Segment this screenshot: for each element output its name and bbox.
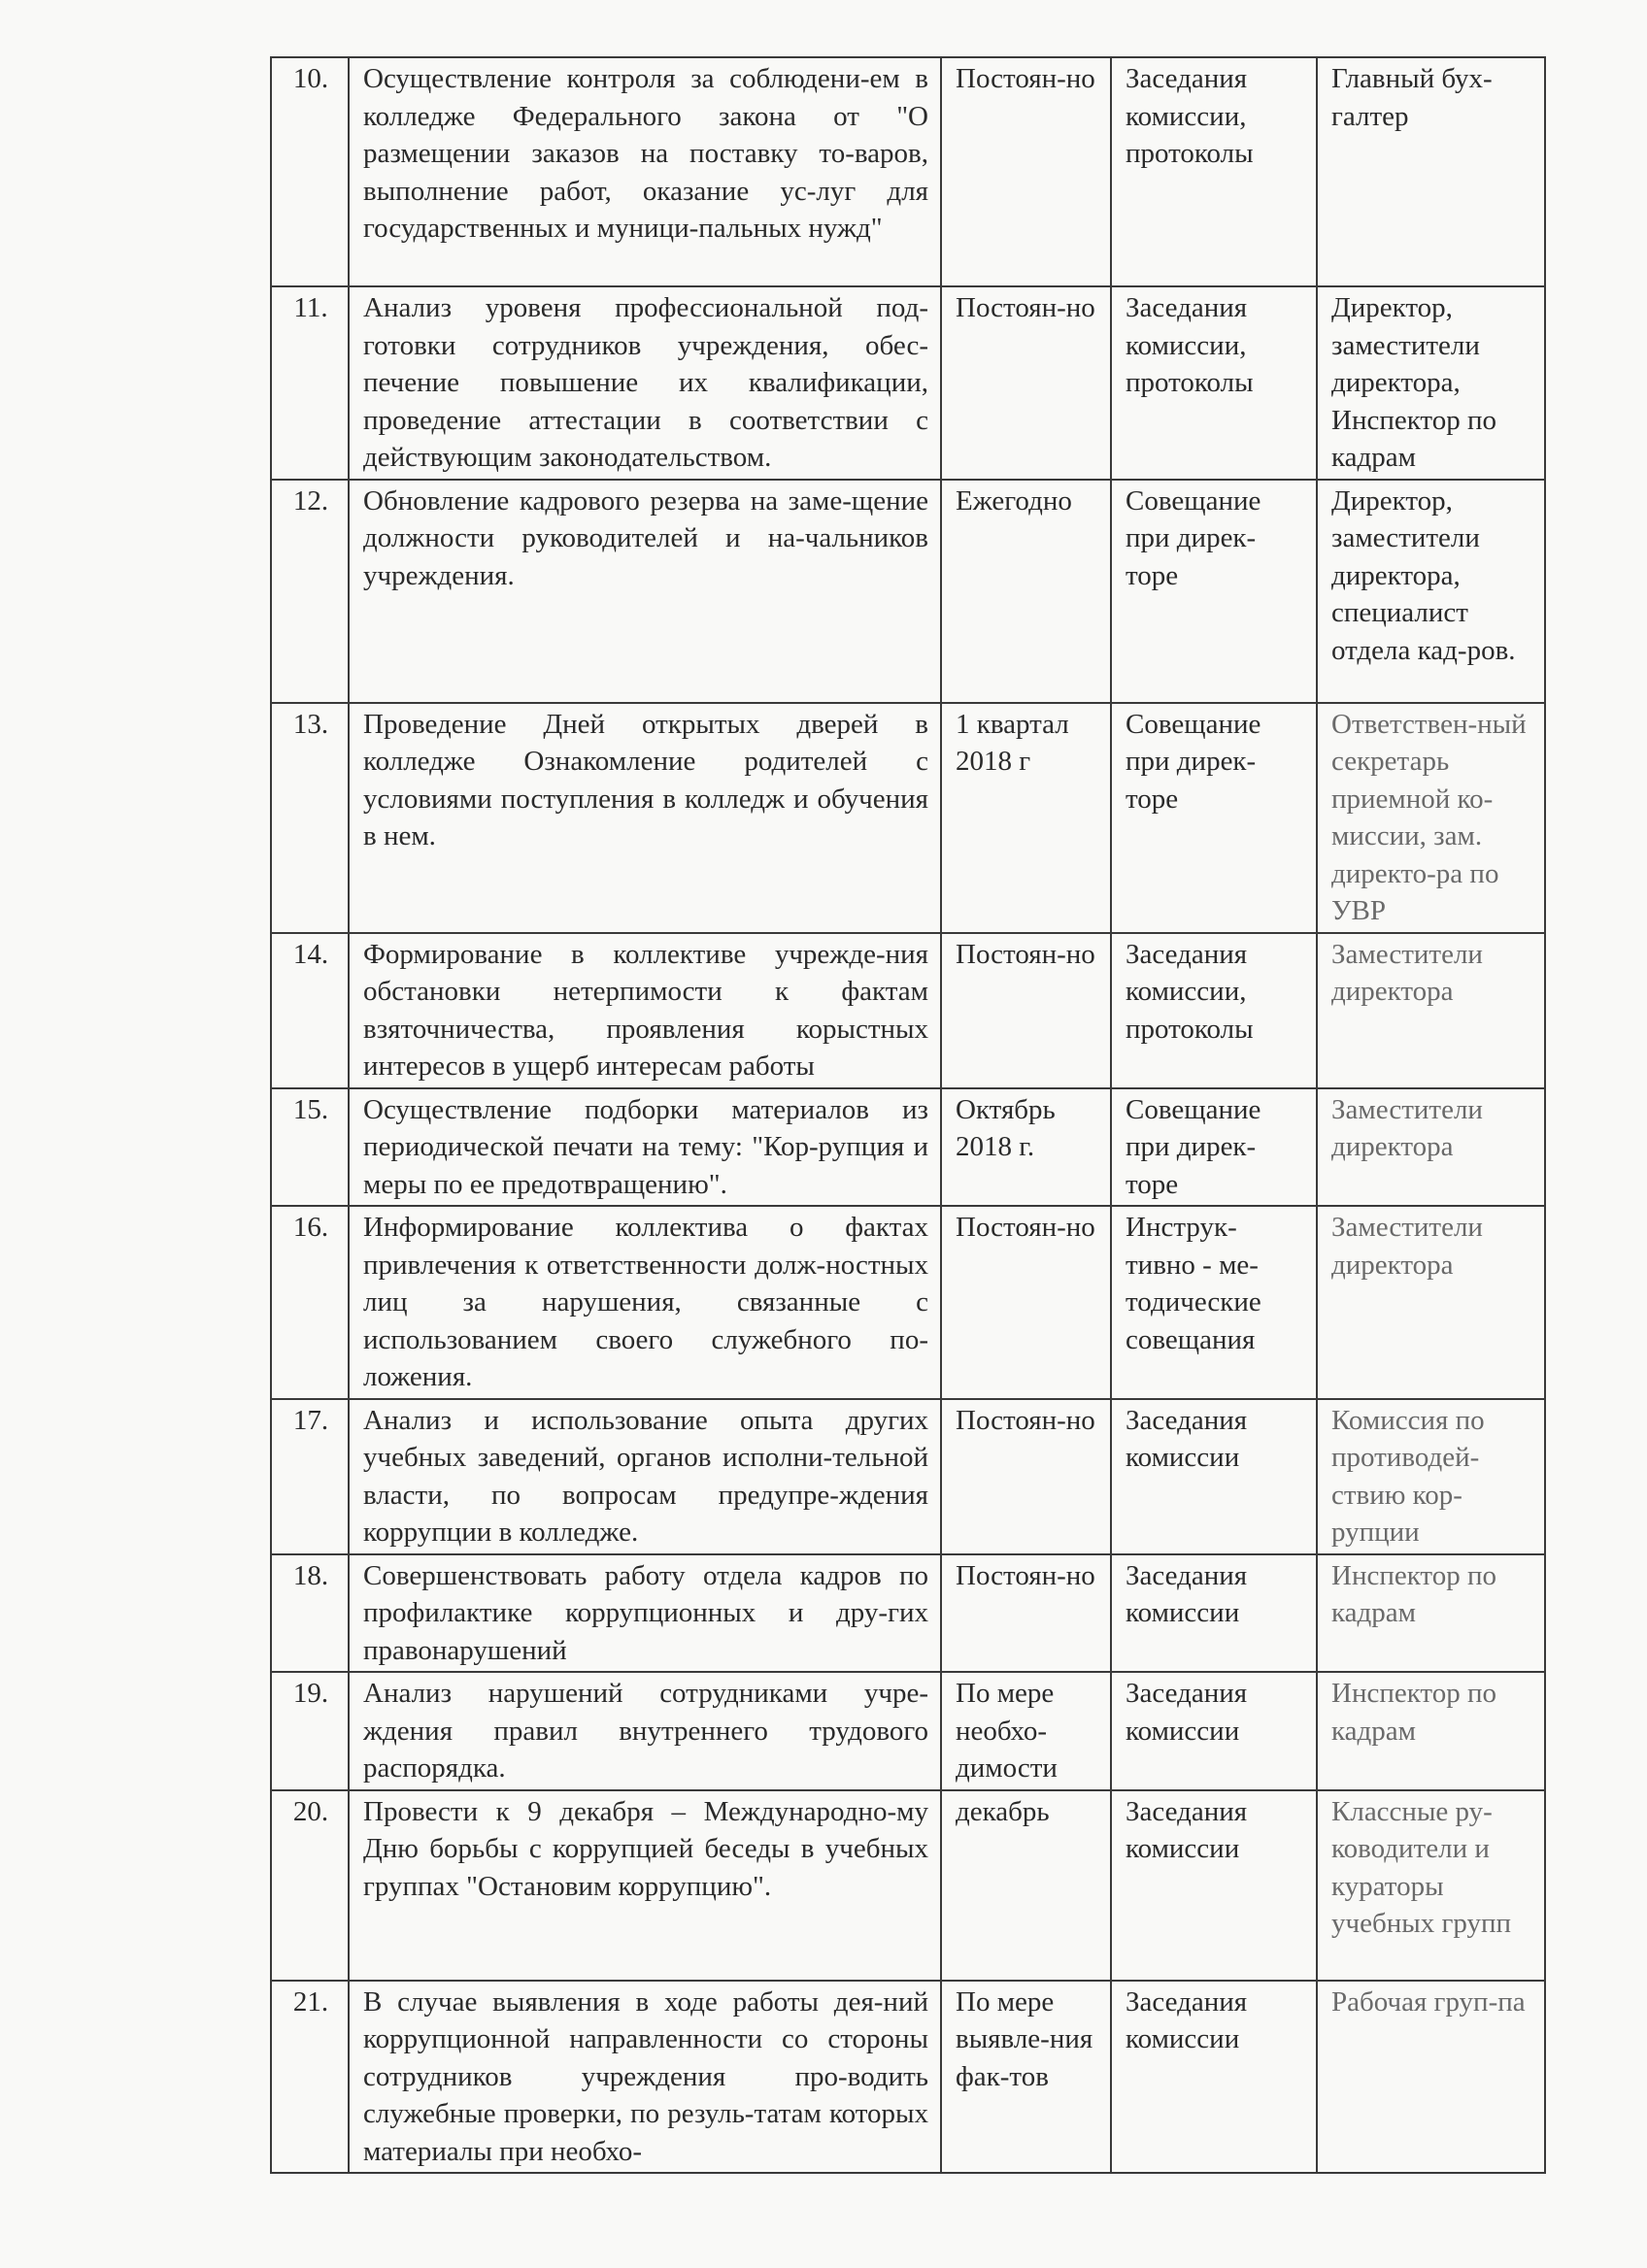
form-cell: Совещание при дирек-торе [1111,1088,1317,1207]
responsible-cell: Классные ру-ководители и кураторы учебных групп [1317,1790,1545,1981]
term-cell: 1 квартал 2018 г [941,703,1111,933]
term-cell: Ежегодно [941,480,1111,703]
table-row [271,933,1545,1088]
row-number: 12. [271,480,349,703]
action-cell: Обновление кадрового резерва на заме-щение должности руководителей и на-чальников учреждения. [349,480,941,703]
action-cell: Формирование в коллективе учрежде-ния обстановки нетерпимости к фактам взяточничества, проявления корыстных интересов в ущерб интересам работы [349,933,941,1088]
responsible-cell: Рабочая груп-па [1317,1981,1545,2174]
row-number: 17. [271,1399,349,1554]
responsible-cell: Главный бух-галтер [1317,57,1545,286]
form-cell: Инструк-тивно - ме-тодические совещания [1111,1206,1317,1399]
action-cell: Проведение Дней открытых дверей в колледже Ознакомление родителей с условиями поступления в колледж и обучения в нем. [349,703,941,933]
form-cell: Совещание при дирек-торе [1111,480,1317,703]
table-row [271,1554,1545,1673]
row-number: 20. [271,1790,349,1981]
table-row [271,1981,1545,2174]
row-number: 14. [271,933,349,1088]
form-cell: Заседания комиссии [1111,1554,1317,1673]
table-row [271,1206,1545,1399]
form-cell: Заседания комиссии, протоколы [1111,286,1317,480]
responsible-cell: Инспектор по кадрам [1317,1554,1545,1673]
form-cell: Заседания комиссии [1111,1790,1317,1981]
row-number: 11. [271,286,349,480]
responsible-cell: Заместители директора [1317,1088,1545,1207]
measures-table [270,56,1546,2174]
action-cell: В случае выявления в ходе работы дея-ний коррупционной направленности со стороны сотрудников учреждения про-водить служебные проверки, по резуль-татам которых материалы при необхо- [349,1981,941,2174]
table-row [271,1399,1545,1554]
row-number: 13. [271,703,349,933]
form-cell: Заседания комиссии [1111,1672,1317,1790]
term-cell: Постоян-но [941,1206,1111,1399]
action-cell: Совершенствовать работу отдела кадров по профилактике коррупционных и дру-гих правонарушений [349,1554,941,1673]
responsible-cell: Директор, заместители директора, Инспектор по кадрам [1317,286,1545,480]
responsible-cell: Заместители директора [1317,933,1545,1088]
form-cell: Заседания комиссии [1111,1981,1317,2174]
term-cell: Октябрь 2018 г. [941,1088,1111,1207]
term-cell: декабрь [941,1790,1111,1981]
action-cell: Анализ нарушений сотрудниками учре-ждения правил внутреннего трудового распорядка. [349,1672,941,1790]
form-cell: Заседания комиссии, протоколы [1111,57,1317,286]
term-cell: Постоян-но [941,1399,1111,1554]
term-cell: Постоян-но [941,1554,1111,1673]
responsible-cell: Ответствен-ный секретарь приемной ко-миссии, зам. директо-ра по УВР [1317,703,1545,933]
term-cell: По мере выявле-ния фак-тов [941,1981,1111,2174]
row-number: 21. [271,1981,349,2174]
responsible-cell: Заместители директора [1317,1206,1545,1399]
term-cell: Постоян-но [941,57,1111,286]
table-row [271,1790,1545,1981]
row-number: 18. [271,1554,349,1673]
row-number: 19. [271,1672,349,1790]
action-cell: Информирование коллектива о фактах привлечения к ответственности долж-ностных лиц за нарушения, связанные с использованием своего служебного по-ложения. [349,1206,941,1399]
row-number: 10. [271,57,349,286]
action-cell: Провести к 9 декабря – Международно-му Дню борьбы с коррупцией беседы в учебных группах "Остановим коррупцию". [349,1790,941,1981]
table-row [271,286,1545,480]
responsible-cell: Директор, заместители директора, специалист отдела кад-ров. [1317,480,1545,703]
responsible-cell: Инспектор по кадрам [1317,1672,1545,1790]
row-number: 15. [271,1088,349,1207]
responsible-cell: Комиссия по противодей-ствию кор-рупции [1317,1399,1545,1554]
form-cell: Заседания комиссии, протоколы [1111,933,1317,1088]
action-cell: Осуществление подборки материалов из периодической печати на тему: "Кор-рупция и меры по ее предотвращению". [349,1088,941,1207]
table-row [271,1088,1545,1207]
term-cell: Постоян-но [941,933,1111,1088]
term-cell: По мере необхо-димости [941,1672,1111,1790]
term-cell: Постоян-но [941,286,1111,480]
table-row [271,480,1545,703]
table-row [271,1672,1545,1790]
form-cell: Заседания комиссии [1111,1399,1317,1554]
row-number: 16. [271,1206,349,1399]
action-cell: Анализ уровеня профессиональной под-готовки сотрудников учреждения, обес-печение повышение их квалификации, проведение аттестации в соответствии с действующим законодательством. [349,286,941,480]
table-row [271,703,1545,933]
action-cell: Осуществление контроля за соблюдени-ем в колледже Федерального закона от "О размещении заказов на поставку то-варов, выполнение работ, оказание ус-луг для государственных и муници-пальных нужд" [349,57,941,286]
action-cell: Анализ и использование опыта других учебных заведений, органов исполни-тельной власти, по вопросам предупре-ждения коррупции в колледже. [349,1399,941,1554]
form-cell: Совещание при дирек-торе [1111,703,1317,933]
table-row [271,57,1545,286]
